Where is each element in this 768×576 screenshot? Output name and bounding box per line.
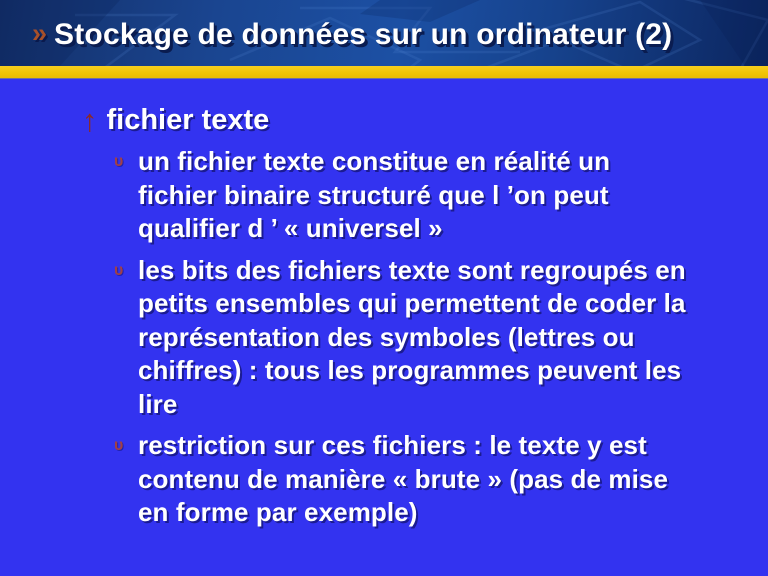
- bullet-icon: υ: [114, 437, 124, 454]
- bullet-text-line: fichier binaire structuré que l ’on peut: [138, 179, 609, 210]
- bullet-icon: υ: [114, 261, 124, 279]
- title-marker-chevrons: »: [32, 17, 48, 48]
- section-heading: [82, 102, 768, 138]
- bullet-text-line: restriction sur ces fichiers : le texte y est: [138, 430, 647, 460]
- bullet-item: [114, 254, 768, 422]
- bullet-list: [114, 145, 768, 530]
- title-row: [32, 0, 672, 66]
- bullet-text: [138, 429, 768, 530]
- section-heading-label: fichier texte: [106, 104, 270, 136]
- bullet-text-line: un fichier texte constitue en réalité un: [138, 146, 611, 176]
- bullet-text: [138, 254, 768, 422]
- bullet-item: [114, 145, 768, 246]
- bullet-text-line: lire: [138, 388, 178, 419]
- bullet-text-line: en forme par exemple): [138, 497, 418, 527]
- bullet-icon: υ: [114, 153, 124, 170]
- bullet-text-line: petits ensembles qui permettent de coder la: [138, 288, 686, 318]
- accent-bar: [0, 66, 768, 79]
- bullet-text-line: contenu de manière « brute » (pas de mise: [138, 463, 669, 494]
- up-arrow-icon: ↑: [82, 103, 98, 138]
- slide-content: [0, 79, 768, 576]
- bullet-text-line: représentation des symboles (lettres ou: [138, 321, 635, 352]
- page-title: Stockage de données sur un ordinateur (2): [54, 18, 673, 51]
- header-band: [0, 0, 768, 66]
- bullet-text-line: qualifier d ’ « universel »: [138, 213, 443, 243]
- bullet-text: [138, 145, 768, 246]
- bullet-text-line: les bits des fichiers texte sont regroupés en: [138, 254, 686, 285]
- bullet-item: [114, 429, 768, 530]
- bullet-text-line: chiffres) : tous les programmes peuvent les: [138, 355, 682, 385]
